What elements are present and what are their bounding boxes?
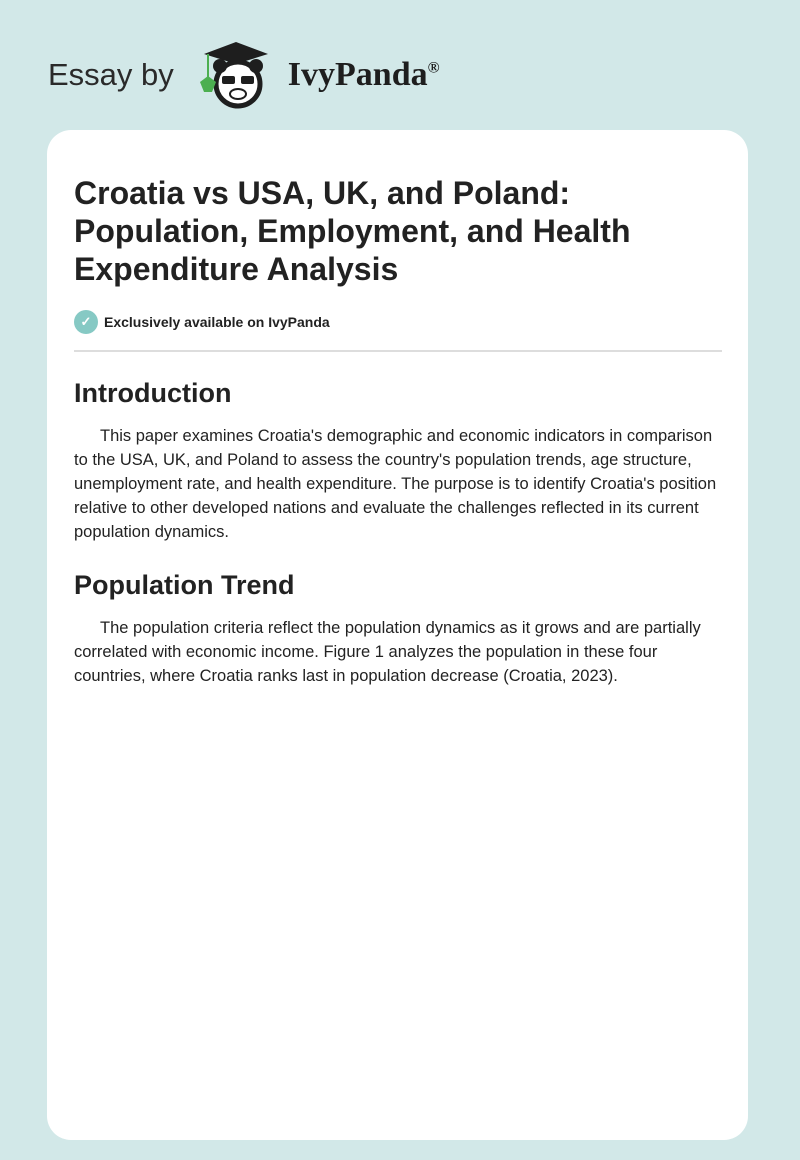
- exclusive-badge: [74, 310, 722, 334]
- check-icon: ✓: [74, 310, 98, 334]
- section-heading-introduction: Introduction: [74, 378, 232, 408]
- brand-name: IvyPanda®: [287, 56, 440, 93]
- essay-by-label: Essay by: [48, 57, 174, 92]
- exclusive-label: Exclusively available on IvyPanda: [104, 314, 330, 330]
- essay-card: [47, 130, 748, 1140]
- site-header: [48, 40, 440, 110]
- section-text-population-trend: The population criteria reflect the population dynamics as it grows and are partially correlated with economic income. Figure 1 analyzes the population in these four countries, where Croatia ranks last in population decrease (Croatia, 2023).: [74, 619, 701, 685]
- section-text-introduction: This paper examines Croatia's demographic and economic indicators in comparison to the USA, UK, and Poland to assess the country's population trends, age structure, unemployment rate, and health expenditure. The purpose is to identify Croatia's position relative to other developed nations and evaluate the challenges reflected in its current population dynamics.: [74, 427, 717, 541]
- ivypanda-logo-icon[interactable]: [194, 40, 278, 110]
- section-heading-population-trend: Population Trend: [74, 570, 295, 600]
- divider: [74, 350, 722, 352]
- essay-title: Croatia vs USA, UK, and Poland: Population, Employment, and Health Expenditure Analysis: [74, 175, 631, 287]
